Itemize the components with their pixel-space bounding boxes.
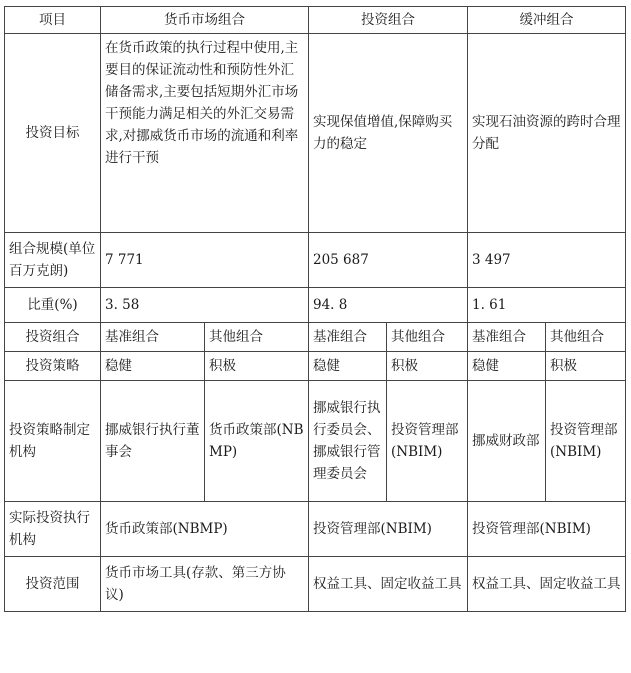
inv-other-portfolio: 其他组合	[387, 323, 468, 352]
buf-benchmark-maker: 挪威财政部	[468, 381, 546, 502]
objective-row	[5, 34, 626, 233]
header-row	[5, 7, 626, 34]
size-label: 组合规模(单位百万克朗)	[5, 233, 101, 288]
executor-money-market: 货币政策部(NBMP)	[101, 502, 309, 557]
executor-buffer: 投资管理部(NBIM)	[468, 502, 626, 557]
mm-other-maker: 货币政策部(NBMP)	[205, 381, 309, 502]
scope-label: 投资范围	[5, 557, 101, 612]
objective-money-market: 在货币政策的执行过程中使用,主要目的保证流动性和预防性外汇储备需求,主要包括短期外汇市场干预能力满足相关的外汇交易需求,对挪威货币市场的流通和利率进行干预	[101, 34, 309, 233]
ratio-buffer: 1. 61	[468, 288, 626, 323]
buf-other-maker: 投资管理部(NBIM)	[546, 381, 626, 502]
scope-investment: 权益工具、固定收益工具	[309, 557, 468, 612]
strategy-label: 投资策略	[5, 352, 101, 381]
inv-benchmark-maker: 挪威银行执行委员会、挪威银行管理委员会	[309, 381, 387, 502]
size-investment: 205 687	[309, 233, 468, 288]
portfolio-row	[5, 323, 626, 352]
objective-buffer: 实现石油资源的跨时合理分配	[468, 34, 626, 233]
executor-investment: 投资管理部(NBIM)	[309, 502, 468, 557]
ratio-money-market: 3. 58	[101, 288, 309, 323]
scope-buffer: 权益工具、固定收益工具	[468, 557, 626, 612]
ratio-row	[5, 288, 626, 323]
header-buffer: 缓冲组合	[468, 7, 626, 34]
size-money-market: 7 771	[101, 233, 309, 288]
mm-benchmark-strategy: 稳健	[101, 352, 205, 381]
portfolio-comparison-table	[4, 6, 626, 612]
executor-row	[5, 502, 626, 557]
size-buffer: 3 497	[468, 233, 626, 288]
buf-other-portfolio: 其他组合	[546, 323, 626, 352]
inv-benchmark-portfolio: 基准组合	[309, 323, 387, 352]
mm-benchmark-portfolio: 基准组合	[101, 323, 205, 352]
buf-other-strategy: 积极	[546, 352, 626, 381]
ratio-investment: 94. 8	[309, 288, 468, 323]
objective-label: 投资目标	[5, 34, 101, 233]
mm-other-portfolio: 其他组合	[205, 323, 309, 352]
scope-row	[5, 557, 626, 612]
inv-benchmark-strategy: 稳健	[309, 352, 387, 381]
header-project: 项目	[5, 7, 101, 34]
inv-other-strategy: 积极	[387, 352, 468, 381]
makers-label: 投资策略制定机构	[5, 381, 101, 502]
header-money-market: 货币市场组合	[101, 7, 309, 34]
executor-label: 实际投资执行机构	[5, 502, 101, 557]
scope-money-market: 货币市场工具(存款、第三方协议)	[101, 557, 309, 612]
mm-other-strategy: 积极	[205, 352, 309, 381]
inv-other-maker: 投资管理部(NBIM)	[387, 381, 468, 502]
ratio-label: 比重(%)	[5, 288, 101, 323]
size-row	[5, 233, 626, 288]
strategy-row	[5, 352, 626, 381]
objective-investment: 实现保值增值,保障购买力的稳定	[309, 34, 468, 233]
buf-benchmark-strategy: 稳健	[468, 352, 546, 381]
portfolio-label: 投资组合	[5, 323, 101, 352]
mm-benchmark-maker: 挪威银行执行董事会	[101, 381, 205, 502]
header-investment: 投资组合	[309, 7, 468, 34]
buf-benchmark-portfolio: 基准组合	[468, 323, 546, 352]
strategy-makers-row	[5, 381, 626, 502]
